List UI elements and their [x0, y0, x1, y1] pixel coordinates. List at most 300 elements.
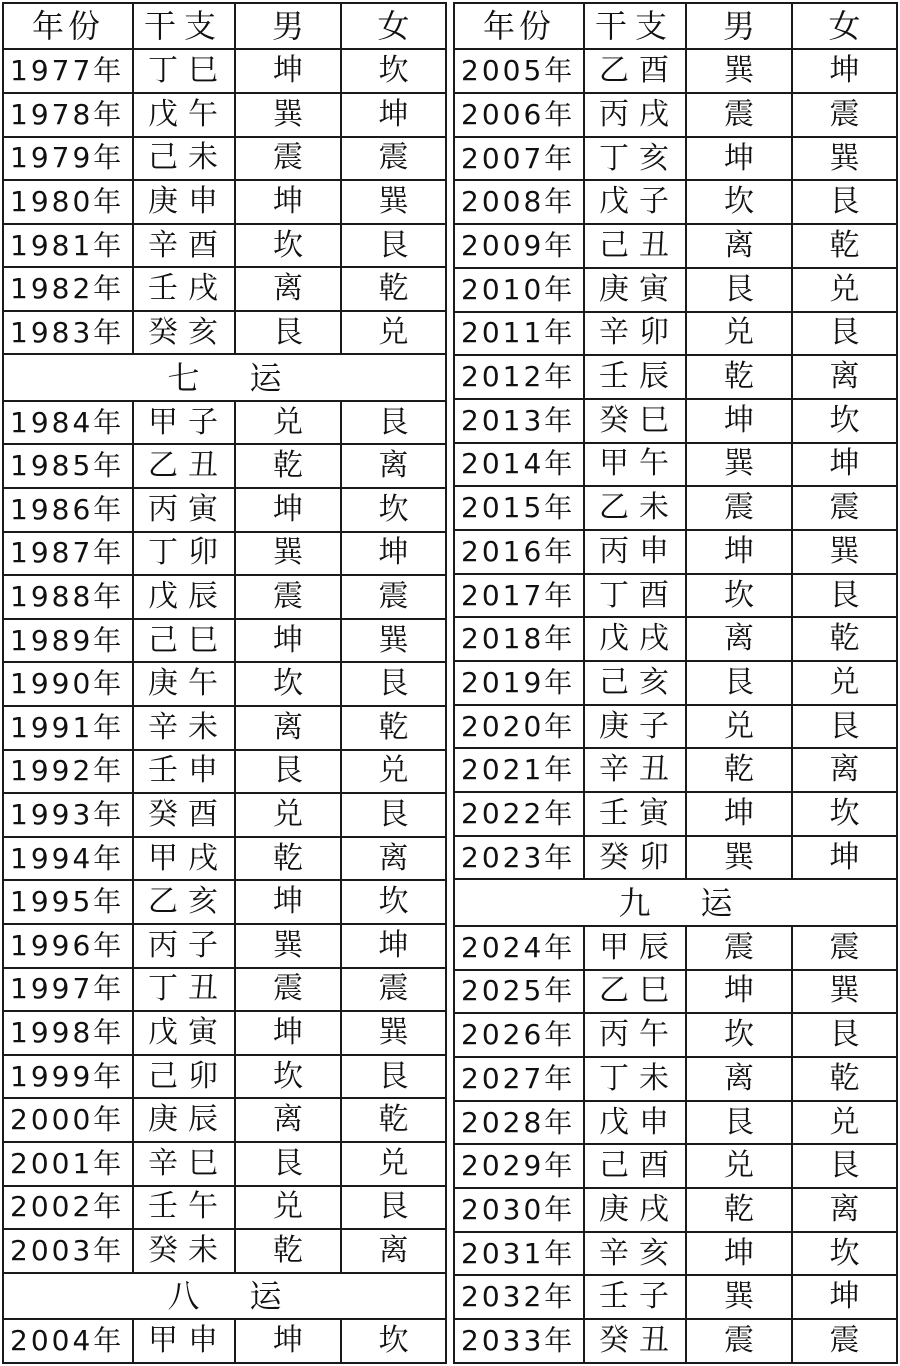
male-cell: 离 [235, 706, 341, 750]
header-cell: 年份 [3, 3, 133, 49]
table-row [3, 93, 446, 137]
female-cell: 乾 [341, 1098, 446, 1142]
table-row [454, 1101, 897, 1145]
year-cell: 1981年 [3, 224, 133, 268]
header-row [3, 3, 446, 49]
header-row [454, 3, 897, 49]
table-row [454, 49, 897, 93]
year-cell: 1991年 [3, 706, 133, 750]
female-cell: 艮 [792, 1013, 897, 1057]
male-cell: 兑 [235, 793, 341, 837]
year-cell: 1992年 [3, 750, 133, 794]
year-cell: 2030年 [454, 1188, 584, 1232]
year-cell: 1995年 [3, 880, 133, 924]
female-cell: 坤 [341, 532, 446, 576]
year-cell: 2015年 [454, 486, 584, 530]
table-row [454, 268, 897, 312]
female-cell: 兑 [792, 1101, 897, 1145]
header-cell: 干支 [584, 3, 686, 49]
male-cell: 兑 [686, 312, 792, 356]
table-row [454, 530, 897, 574]
year-cell: 1996年 [3, 924, 133, 968]
ganzhi-cell: 庚戌 [584, 1188, 686, 1232]
male-cell: 离 [686, 617, 792, 661]
male-cell: 坤 [235, 1011, 341, 1055]
table-row [3, 1319, 446, 1363]
ganzhi-cell: 癸亥 [133, 311, 235, 355]
male-cell: 乾 [686, 355, 792, 399]
table-row [3, 706, 446, 750]
year-cell: 2026年 [454, 1013, 584, 1057]
table-row [3, 662, 446, 706]
year-cell: 2017年 [454, 574, 584, 618]
female-cell: 坎 [341, 1319, 446, 1363]
table-row [3, 49, 446, 93]
table-row [454, 1188, 897, 1232]
female-cell: 震 [341, 137, 446, 181]
male-cell: 震 [235, 137, 341, 181]
year-cell: 2029年 [454, 1144, 584, 1188]
male-cell: 艮 [686, 268, 792, 312]
ganzhi-cell: 辛亥 [584, 1232, 686, 1276]
female-cell: 坎 [792, 399, 897, 443]
male-cell: 坎 [235, 224, 341, 268]
table-row [3, 750, 446, 794]
year-cell: 2004年 [3, 1319, 133, 1363]
female-cell: 离 [792, 355, 897, 399]
ganzhi-cell: 癸巳 [584, 399, 686, 443]
year-cell: 2007年 [454, 137, 584, 181]
table-row [3, 1098, 446, 1142]
ganzhi-cell: 丁亥 [584, 137, 686, 181]
right-table [453, 2, 898, 1364]
year-cell: 2008年 [454, 180, 584, 224]
female-cell: 坎 [341, 488, 446, 532]
year-cell: 2023年 [454, 836, 584, 880]
female-cell: 兑 [341, 750, 446, 794]
female-cell: 巽 [341, 180, 446, 224]
table-row [454, 1013, 897, 1057]
female-cell: 兑 [341, 311, 446, 355]
male-cell: 巽 [235, 93, 341, 137]
table-row [454, 355, 897, 399]
year-cell: 2001年 [3, 1142, 133, 1186]
year-cell: 2031年 [454, 1232, 584, 1276]
table-row [454, 1232, 897, 1276]
table-row [3, 968, 446, 1012]
female-cell: 震 [792, 93, 897, 137]
left-table [2, 2, 447, 1364]
header-cell: 年份 [454, 3, 584, 49]
male-cell: 坤 [686, 399, 792, 443]
year-cell: 1993年 [3, 793, 133, 837]
female-cell: 坤 [341, 93, 446, 137]
male-cell: 兑 [686, 705, 792, 749]
ganzhi-cell: 甲午 [584, 443, 686, 487]
year-cell: 1997年 [3, 968, 133, 1012]
era-label: 八运 [3, 1273, 446, 1319]
male-cell: 坤 [235, 1319, 341, 1363]
female-cell: 艮 [341, 662, 446, 706]
male-cell: 坎 [686, 574, 792, 618]
male-cell: 坤 [686, 530, 792, 574]
ganzhi-cell: 戊午 [133, 93, 235, 137]
table-row [3, 267, 446, 311]
table-row [454, 617, 897, 661]
male-cell: 离 [686, 224, 792, 268]
female-cell: 艮 [341, 1055, 446, 1099]
ganzhi-cell: 己亥 [584, 661, 686, 705]
year-cell: 2032年 [454, 1275, 584, 1319]
year-cell: 1989年 [3, 619, 133, 663]
female-cell: 乾 [792, 1057, 897, 1101]
male-cell: 震 [686, 926, 792, 970]
table-row [454, 1275, 897, 1319]
ganzhi-cell: 壬寅 [584, 792, 686, 836]
header-cell: 女 [792, 3, 897, 49]
male-cell: 离 [235, 267, 341, 311]
male-cell: 震 [686, 1319, 792, 1363]
table-row [3, 575, 446, 619]
female-cell: 乾 [792, 224, 897, 268]
table-row [454, 792, 897, 836]
female-cell: 离 [792, 748, 897, 792]
table-row [3, 619, 446, 663]
table-row [454, 443, 897, 487]
year-cell: 2028年 [454, 1101, 584, 1145]
table-row [454, 180, 897, 224]
table-row [3, 311, 446, 355]
year-cell: 1983年 [3, 311, 133, 355]
table-row [454, 399, 897, 443]
year-cell: 1987年 [3, 532, 133, 576]
year-cell: 1980年 [3, 180, 133, 224]
table-row [454, 574, 897, 618]
year-cell: 1990年 [3, 662, 133, 706]
male-cell: 巽 [686, 836, 792, 880]
ganzhi-cell: 甲戌 [133, 837, 235, 881]
male-cell: 兑 [235, 1186, 341, 1230]
table-row [454, 93, 897, 137]
table-row [454, 1319, 897, 1363]
male-cell: 艮 [686, 661, 792, 705]
table-row [454, 312, 897, 356]
female-cell: 坤 [792, 49, 897, 93]
year-cell: 2024年 [454, 926, 584, 970]
female-cell: 坤 [792, 836, 897, 880]
ganzhi-cell: 丙子 [133, 924, 235, 968]
female-cell: 兑 [792, 268, 897, 312]
year-cell: 2011年 [454, 312, 584, 356]
male-cell: 震 [686, 486, 792, 530]
male-cell: 震 [686, 93, 792, 137]
ganzhi-cell: 辛巳 [133, 1142, 235, 1186]
year-cell: 2002年 [3, 1186, 133, 1230]
male-cell: 兑 [235, 401, 341, 445]
table-row [454, 1057, 897, 1101]
female-cell: 坎 [341, 880, 446, 924]
female-cell: 巽 [341, 619, 446, 663]
year-cell: 2010年 [454, 268, 584, 312]
year-cell: 2027年 [454, 1057, 584, 1101]
ganzhi-cell: 甲子 [133, 401, 235, 445]
table-row [3, 401, 446, 445]
ganzhi-cell: 辛卯 [584, 312, 686, 356]
table-row [3, 444, 446, 488]
year-cell: 2033年 [454, 1319, 584, 1363]
table-row [3, 180, 446, 224]
ganzhi-cell: 己丑 [584, 224, 686, 268]
table-row [3, 880, 446, 924]
ganzhi-cell: 壬申 [133, 750, 235, 794]
table-row [454, 661, 897, 705]
female-cell: 乾 [792, 617, 897, 661]
header-cell: 男 [235, 3, 341, 49]
female-cell: 艮 [792, 312, 897, 356]
male-cell: 巽 [686, 1275, 792, 1319]
year-cell: 2006年 [454, 93, 584, 137]
male-cell: 坤 [235, 180, 341, 224]
female-cell: 巽 [792, 970, 897, 1014]
male-cell: 坤 [235, 619, 341, 663]
male-cell: 巽 [686, 49, 792, 93]
female-cell: 乾 [341, 267, 446, 311]
ganzhi-cell: 丙申 [584, 530, 686, 574]
male-cell: 震 [235, 575, 341, 619]
ganzhi-cell: 辛未 [133, 706, 235, 750]
year-cell: 1984年 [3, 401, 133, 445]
ganzhi-cell: 庚子 [584, 705, 686, 749]
male-cell: 坤 [235, 49, 341, 93]
ganzhi-cell: 癸卯 [584, 836, 686, 880]
male-cell: 艮 [235, 750, 341, 794]
female-cell: 巽 [792, 137, 897, 181]
year-cell: 1978年 [3, 93, 133, 137]
year-cell: 2003年 [3, 1229, 133, 1273]
era-row [3, 1273, 446, 1319]
male-cell: 乾 [686, 1188, 792, 1232]
ganzhi-cell: 庚辰 [133, 1098, 235, 1142]
year-cell: 2013年 [454, 399, 584, 443]
left-table-body [3, 3, 446, 1363]
table-row [454, 486, 897, 530]
ganzhi-cell: 丁丑 [133, 968, 235, 1012]
female-cell: 震 [792, 486, 897, 530]
ganzhi-cell: 丁巳 [133, 49, 235, 93]
female-cell: 坎 [792, 792, 897, 836]
era-label: 九运 [454, 879, 897, 925]
female-cell: 离 [341, 1229, 446, 1273]
year-cell: 1986年 [3, 488, 133, 532]
ganzhi-cell: 己酉 [584, 1144, 686, 1188]
year-cell: 2014年 [454, 443, 584, 487]
year-cell: 1999年 [3, 1055, 133, 1099]
female-cell: 兑 [341, 1142, 446, 1186]
year-cell: 2016年 [454, 530, 584, 574]
year-cell: 2019年 [454, 661, 584, 705]
year-cell: 2005年 [454, 49, 584, 93]
ganzhi-cell: 丁酉 [584, 574, 686, 618]
female-cell: 艮 [792, 1144, 897, 1188]
ganzhi-cell: 乙巳 [584, 970, 686, 1014]
year-cell: 1979年 [3, 137, 133, 181]
male-cell: 坤 [686, 1232, 792, 1276]
ganzhi-cell: 己未 [133, 137, 235, 181]
female-cell: 艮 [341, 793, 446, 837]
ganzhi-cell: 丙戌 [584, 93, 686, 137]
table-row [3, 532, 446, 576]
male-cell: 兑 [686, 1144, 792, 1188]
table-row [454, 705, 897, 749]
year-cell: 2009年 [454, 224, 584, 268]
female-cell: 艮 [792, 574, 897, 618]
table-row [3, 1186, 446, 1230]
year-cell: 1985年 [3, 444, 133, 488]
ganzhi-cell: 甲辰 [584, 926, 686, 970]
ganzhi-cell: 庚午 [133, 662, 235, 706]
year-cell: 2012年 [454, 355, 584, 399]
table-row [454, 748, 897, 792]
ganzhi-cell: 己巳 [133, 619, 235, 663]
table-row [454, 970, 897, 1014]
female-cell: 艮 [341, 401, 446, 445]
female-cell: 巽 [341, 1011, 446, 1055]
female-cell: 乾 [341, 706, 446, 750]
ganzhi-cell: 乙亥 [133, 880, 235, 924]
year-cell: 2018年 [454, 617, 584, 661]
male-cell: 巽 [235, 532, 341, 576]
table-row [3, 1011, 446, 1055]
ganzhi-cell: 壬辰 [584, 355, 686, 399]
year-cell: 1977年 [3, 49, 133, 93]
table-row [454, 836, 897, 880]
ganzhi-cell: 甲申 [133, 1319, 235, 1363]
year-cell: 2021年 [454, 748, 584, 792]
header-cell: 干支 [133, 3, 235, 49]
year-cell: 2020年 [454, 705, 584, 749]
female-cell: 震 [341, 575, 446, 619]
table-row [3, 924, 446, 968]
year-cell: 1982年 [3, 267, 133, 311]
male-cell: 坤 [686, 792, 792, 836]
male-cell: 坎 [686, 1013, 792, 1057]
ganzhi-cell: 丙寅 [133, 488, 235, 532]
year-cell: 2022年 [454, 792, 584, 836]
ganzhi-cell: 庚申 [133, 180, 235, 224]
ganzhi-cell: 丙午 [584, 1013, 686, 1057]
era-label: 七运 [3, 354, 446, 400]
era-row [454, 879, 897, 925]
table-row [3, 488, 446, 532]
female-cell: 兑 [792, 661, 897, 705]
male-cell: 乾 [235, 444, 341, 488]
female-cell: 震 [792, 926, 897, 970]
male-cell: 巽 [686, 443, 792, 487]
ganzhi-cell: 丁未 [584, 1057, 686, 1101]
male-cell: 坤 [686, 970, 792, 1014]
year-cell: 1988年 [3, 575, 133, 619]
ganzhi-cell: 壬子 [584, 1275, 686, 1319]
female-cell: 艮 [341, 224, 446, 268]
ganzhi-cell: 乙未 [584, 486, 686, 530]
year-cell: 1994年 [3, 837, 133, 881]
tables-container [2, 2, 898, 1364]
year-cell: 2025年 [454, 970, 584, 1014]
ganzhi-cell: 戊辰 [133, 575, 235, 619]
male-cell: 坎 [235, 662, 341, 706]
era-row [3, 354, 446, 400]
female-cell: 艮 [792, 705, 897, 749]
female-cell: 坎 [341, 49, 446, 93]
ganzhi-cell: 丁卯 [133, 532, 235, 576]
ganzhi-cell: 戊寅 [133, 1011, 235, 1055]
ganzhi-cell: 辛酉 [133, 224, 235, 268]
header-cell: 女 [341, 3, 446, 49]
female-cell: 坎 [792, 1232, 897, 1276]
ganzhi-cell: 壬戌 [133, 267, 235, 311]
ganzhi-cell: 癸酉 [133, 793, 235, 837]
ganzhi-cell: 癸丑 [584, 1319, 686, 1363]
table-row [454, 137, 897, 181]
male-cell: 乾 [235, 1229, 341, 1273]
female-cell: 坤 [792, 443, 897, 487]
male-cell: 巽 [235, 924, 341, 968]
table-row [454, 926, 897, 970]
table-row [3, 1055, 446, 1099]
female-cell: 艮 [341, 1186, 446, 1230]
table-row [3, 1229, 446, 1273]
ganzhi-cell: 乙丑 [133, 444, 235, 488]
female-cell: 离 [341, 444, 446, 488]
year-cell: 1998年 [3, 1011, 133, 1055]
table-row [454, 1144, 897, 1188]
ganzhi-cell: 己卯 [133, 1055, 235, 1099]
male-cell: 艮 [235, 311, 341, 355]
male-cell: 坎 [686, 180, 792, 224]
male-cell: 坎 [235, 1055, 341, 1099]
male-cell: 震 [235, 968, 341, 1012]
table-row [3, 1142, 446, 1186]
ganzhi-cell: 乙酉 [584, 49, 686, 93]
ganzhi-cell: 辛丑 [584, 748, 686, 792]
female-cell: 震 [792, 1319, 897, 1363]
table-row [454, 224, 897, 268]
table-row [3, 137, 446, 181]
female-cell: 坤 [792, 1275, 897, 1319]
female-cell: 震 [341, 968, 446, 1012]
ganzhi-cell: 戊申 [584, 1101, 686, 1145]
ganzhi-cell: 壬午 [133, 1186, 235, 1230]
table-row [3, 793, 446, 837]
male-cell: 坤 [235, 880, 341, 924]
male-cell: 坤 [686, 137, 792, 181]
male-cell: 艮 [686, 1101, 792, 1145]
table-row [3, 837, 446, 881]
female-cell: 坤 [341, 924, 446, 968]
female-cell: 离 [792, 1188, 897, 1232]
ganzhi-cell: 庚寅 [584, 268, 686, 312]
right-table-body [454, 3, 897, 1363]
ganzhi-cell: 戊戌 [584, 617, 686, 661]
female-cell: 巽 [792, 530, 897, 574]
female-cell: 艮 [792, 180, 897, 224]
header-cell: 男 [686, 3, 792, 49]
table-row [3, 224, 446, 268]
male-cell: 坤 [235, 488, 341, 532]
male-cell: 离 [686, 1057, 792, 1101]
ganzhi-cell: 戊子 [584, 180, 686, 224]
male-cell: 乾 [686, 748, 792, 792]
